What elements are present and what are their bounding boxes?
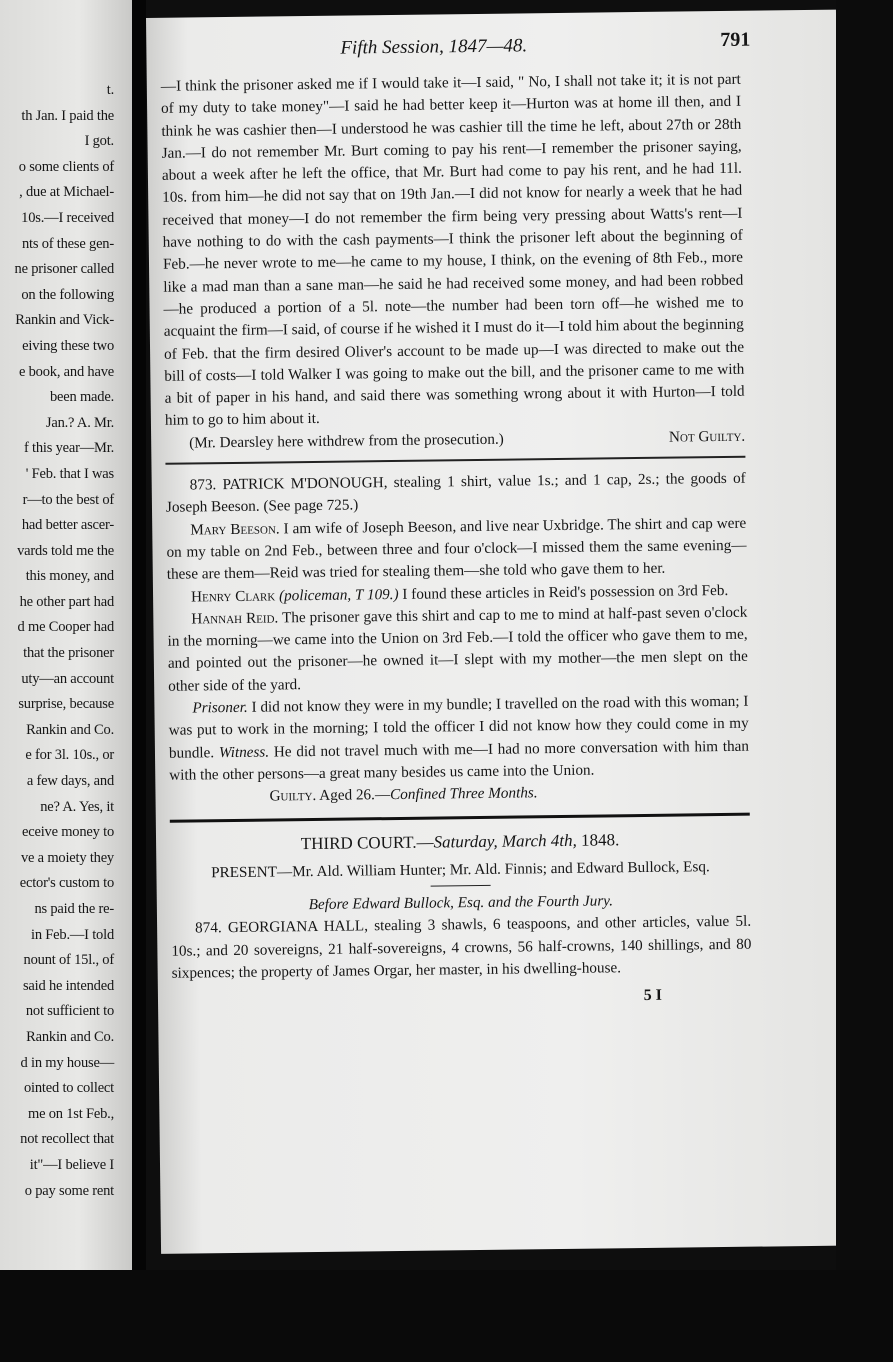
- hannah-reid-testimony: [167, 602, 748, 698]
- left-page-line: said he intended: [22, 977, 114, 994]
- left-page-line: e for 3l. 10s., or: [25, 747, 114, 764]
- left-page-line: been made.: [49, 389, 114, 406]
- witness-reply: He did not travel much with me—I had no more conversation with him than with the other persons—a great many besides us came into the Union.: [169, 737, 750, 784]
- prisoner-label: Prisoner.: [192, 698, 248, 717]
- case-874-heading: 874. GEORGIANA HALL, stealing 3 shawls, 6 teaspoons, and other articles, value 5l. 10s.; and 20 sovereigns, 21 half-sovereigns, 4 crowns, 56 half-crowns, 140 shillings, and 80 sixpences; the property of James Orgar, her master, in his dwelling-house.: [171, 913, 752, 982]
- prisoner-statement: [168, 691, 749, 787]
- left-page-line: ve a moiety they: [20, 849, 114, 866]
- left-page-line: o some clients of: [18, 158, 114, 175]
- left-page-line: Jan.? A. Mr.: [45, 414, 114, 431]
- court-year: 1848.: [576, 829, 620, 850]
- left-page-line: d in my house—: [20, 1054, 114, 1071]
- left-page-line: ns paid the re-: [34, 901, 114, 917]
- page-column: [160, 28, 752, 1014]
- left-page-line: ne? A. Yes, it: [40, 798, 114, 815]
- left-page-line: o pay some rent: [24, 1182, 114, 1199]
- left-page-line: 10s.—I received: [21, 209, 114, 226]
- left-page-line: t.: [106, 82, 114, 98]
- bottom-shadow: [0, 1270, 893, 1362]
- left-page-line: I got.: [84, 133, 114, 150]
- left-page-line: not recollect that: [20, 1131, 114, 1148]
- witness-role: (policeman, T 109.): [275, 585, 399, 604]
- left-page-line: it"—I believe I: [29, 1156, 114, 1173]
- witness-statement: The prisoner gave this shirt and cap to me to mind at half-past seven o'clock in the morning—we came into the Union on 3rd Feb.—I told the officer who gave them to me, and pointed out the prisoner—he owned it—I slept with my mother—the men slept on the other side of the yard.: [167, 603, 748, 695]
- present-line: PRESENT—Mr. Ald. William Hunter; Mr. Ald. Finnis; and Edward Bullock, Esq.: [211, 857, 710, 882]
- left-page-line: uty—an account: [21, 670, 114, 687]
- left-page-line: a few days, and: [26, 773, 114, 790]
- left-page-line: me on 1st Feb.,: [27, 1105, 114, 1122]
- witness-statement: I am wife of Joseph Beeson, and live near Uxbridge. The shirt and cap were on my table on 2nd Feb., between three and four o'clock—I missed them the same evening—these are them—Reid was tried for stealing them—she told who gave them to her.: [166, 514, 747, 584]
- sentence: Confined Three Months.: [389, 784, 538, 804]
- witness-statement: I found these articles in Reid's possession on 3rd Feb.: [398, 581, 729, 603]
- mary-beeson-testimony: [166, 512, 747, 586]
- page-number: 791: [720, 28, 751, 51]
- left-page-line: ne prisoner called: [14, 261, 114, 278]
- verdict-label: Guilty.: [269, 787, 317, 805]
- court-divider: [170, 812, 750, 822]
- left-page-line: Rankin and Co.: [26, 1028, 114, 1045]
- left-page-line: on the following: [21, 286, 114, 303]
- court-date: Saturday, March 4th,: [433, 830, 577, 852]
- left-page-line: ointed to collect: [23, 1080, 114, 1097]
- left-page-line: e book, and have: [18, 363, 114, 380]
- left-page-line: th Jan. I paid the: [21, 107, 114, 124]
- left-page: [0, 0, 132, 1362]
- verdict-age: Aged 26.—: [316, 786, 391, 805]
- verdict-result: Not Guilty.: [668, 427, 746, 446]
- left-page-line: vards told me the: [17, 542, 114, 559]
- left-page-line: had better ascer-: [21, 517, 114, 534]
- left-page-line: Rankin and Co.: [26, 721, 114, 738]
- section-rule: [165, 456, 745, 465]
- signature-mark: 5 I: [643, 987, 663, 1005]
- left-page-line: not sufficient to: [25, 1003, 114, 1020]
- prisoner-text: I did not know they were in my bundle; I travelled on the road with this woman; I was put to work in the morning; I told the officer I did not know how they could come in my bundle.: [168, 692, 749, 762]
- left-page-line: Rankin and Vick-: [15, 312, 114, 329]
- left-page-line: f this year—Mr.: [23, 440, 114, 457]
- left-page-line: in Feb.—I told: [31, 926, 114, 943]
- session-title: Fifth Session, 1847—48.: [340, 35, 528, 59]
- witness-name: Mary Beeson.: [190, 520, 280, 539]
- witness-name: Hannah Reid.: [191, 609, 279, 628]
- left-page-line: nts of these gen-: [21, 235, 114, 252]
- witness-label: Witness.: [218, 743, 270, 761]
- left-page-line: r—to the best of: [22, 491, 114, 508]
- short-rule: [431, 885, 491, 887]
- left-page-line: nount of 15l., of: [23, 952, 114, 969]
- third-court-heading: [170, 827, 750, 856]
- left-page-line: he other part had: [19, 593, 114, 610]
- court-title: THIRD COURT.—: [300, 832, 434, 853]
- left-page-line: , due at Michael-: [19, 184, 114, 201]
- right-page: [146, 10, 851, 1254]
- right-edge-shadow: [836, 0, 893, 1362]
- left-page-line: eiving these two: [22, 337, 114, 354]
- left-page-line: surprise, because: [18, 696, 114, 713]
- left-page-line: d me Cooper had: [17, 619, 114, 636]
- running-header: [160, 28, 751, 76]
- left-page-line: ' Feb. that I was: [25, 465, 114, 482]
- before-line: Before Edward Bullock, Esq. and the Fourth Jury.: [308, 892, 614, 914]
- left-page-line: eceive money to: [21, 824, 114, 841]
- left-page-text: [0, 78, 132, 1204]
- left-page-line: that the prisoner: [23, 645, 114, 662]
- left-page-line: ector's custom to: [19, 875, 114, 892]
- left-page-line: this money, and: [25, 568, 114, 585]
- case-873-heading: 873. PATRICK M'DONOUGH, stealing 1 shirt, value 1s.; and 1 cap, 2s.; the goods of Joseph Beeson. (See page 725.): [165, 469, 746, 517]
- book-gutter: [132, 0, 146, 1362]
- withdrawal-note: (Mr. Dearsley here withdrew from the prosecution.): [189, 430, 504, 452]
- testimony-paragraph: —I think the prisoner asked me if I would take it—I said, " No, I shall not take it; it is not part of my duty to take money"—I said he had better keep it—Hurton was at home ill then, and I think he was cashier then—I understood he was cashier till the time he left, about 27th or 28th Jan.—I do not remember Mr. Burt coming to pay his rent—I remember the prisoner saying, about a week after he left the office, that Mr. Burt had come to pay his rent, and he had 11l. 10s. from him—he did not say that on 19th Jan.—I did not know for nearly a week that he had received that money—I do not remember the firm being very pressing about Watts's rent—I have nothing to do with the cash payments—I think the prisoner left about the beginning of Feb.—he never wrote to me—he came to my house, I think, on the evening of 8th Feb., more like a mad man than a sane man—he said he had received some money, and had been robbed—he produced a portion of a 5l. note—the number had been torn off—he wished me to acquaint the firm—I said, of course if he wished it I must do it—I told him about the beginning of Feb. that the firm desired Oliver's account to be made up—I was directed to make out the bill of costs—I told Walker I was going to make out the bill, and the prisoner came to me with a bit of paper in his hand, and said there was something wrong about it with Hurton—I told him to go to him about it.: [160, 70, 745, 430]
- witness-name: Henry Clark: [190, 586, 276, 606]
